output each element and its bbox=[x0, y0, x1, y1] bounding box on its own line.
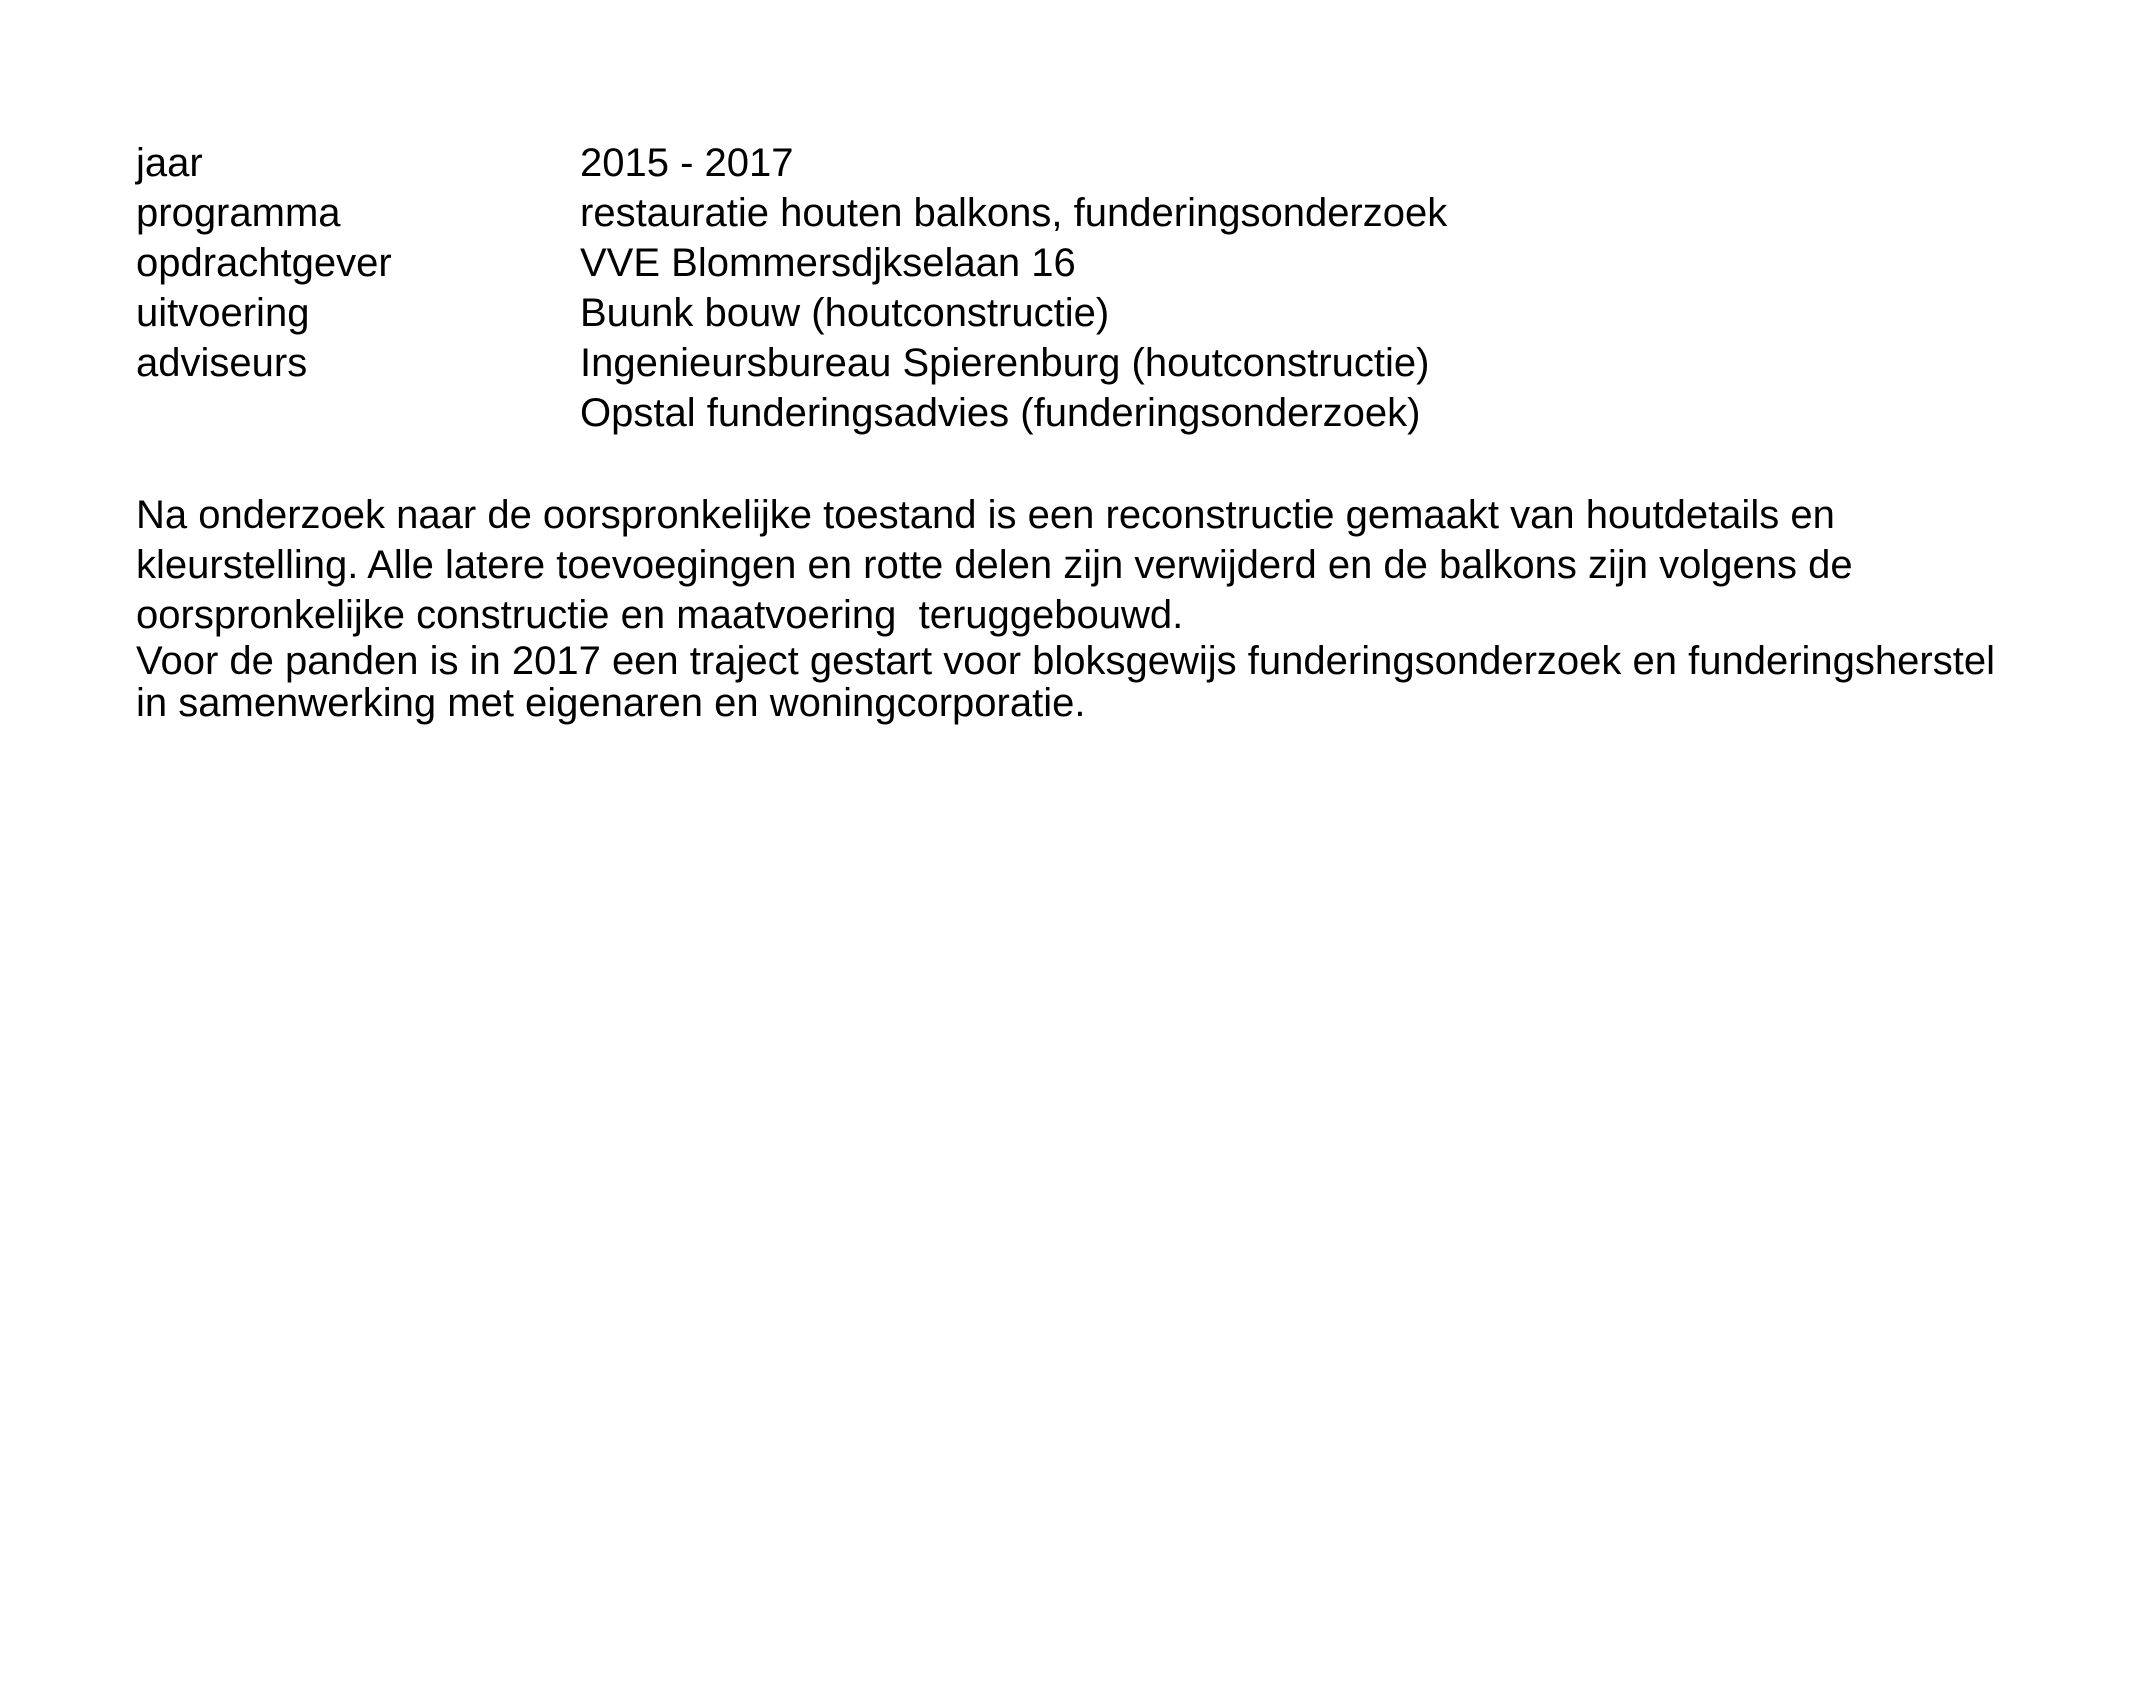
detail-value: VVE Blommersdjkselaan 16 bbox=[580, 241, 1076, 285]
detail-value: restauratie houten balkons, funderingsonderzoek bbox=[580, 191, 1448, 235]
detail-value: Opstal funderingsadvies (funderingsonderzoek) bbox=[580, 391, 1421, 435]
detail-row-uitvoering bbox=[136, 288, 2036, 338]
detail-row-jaar bbox=[136, 138, 2036, 188]
detail-row-programma bbox=[136, 188, 2036, 238]
project-details bbox=[136, 138, 2036, 438]
detail-label: opdrachtgever bbox=[136, 241, 392, 285]
description-paragraph: Na onderzoek naar de oorspronkelijke toestand is een reconstructie gemaakt van houtdetails en kleurstelling. Alle latere toevoegingen en rotte delen zijn verwijderd en de balkons zijn volgens de oorspronkelijke constructie en maatvoering teruggebouwd. bbox=[136, 493, 1864, 637]
detail-label: adviseurs bbox=[136, 341, 308, 385]
detail-label: programma bbox=[136, 191, 341, 235]
document-page bbox=[136, 138, 2036, 724]
detail-label: jaar bbox=[136, 141, 203, 185]
project-description bbox=[136, 490, 2036, 724]
description-paragraph: Voor de panden is in 2017 een traject gestart voor bloksgewijs funderingsonderzoek en funderingsherstel in samenwerking met eigenaren en woningcorporatie. bbox=[136, 639, 1995, 725]
detail-value: Ingenieursbureau Spierenburg (houtconstructie) bbox=[580, 341, 1430, 385]
detail-value: Buunk bouw (houtconstructie) bbox=[580, 291, 1110, 335]
detail-row-opdrachtgever bbox=[136, 238, 2036, 288]
detail-value: 2015 - 2017 bbox=[580, 141, 794, 185]
detail-label: uitvoering bbox=[136, 291, 310, 335]
detail-row-adviseurs bbox=[136, 338, 2036, 438]
